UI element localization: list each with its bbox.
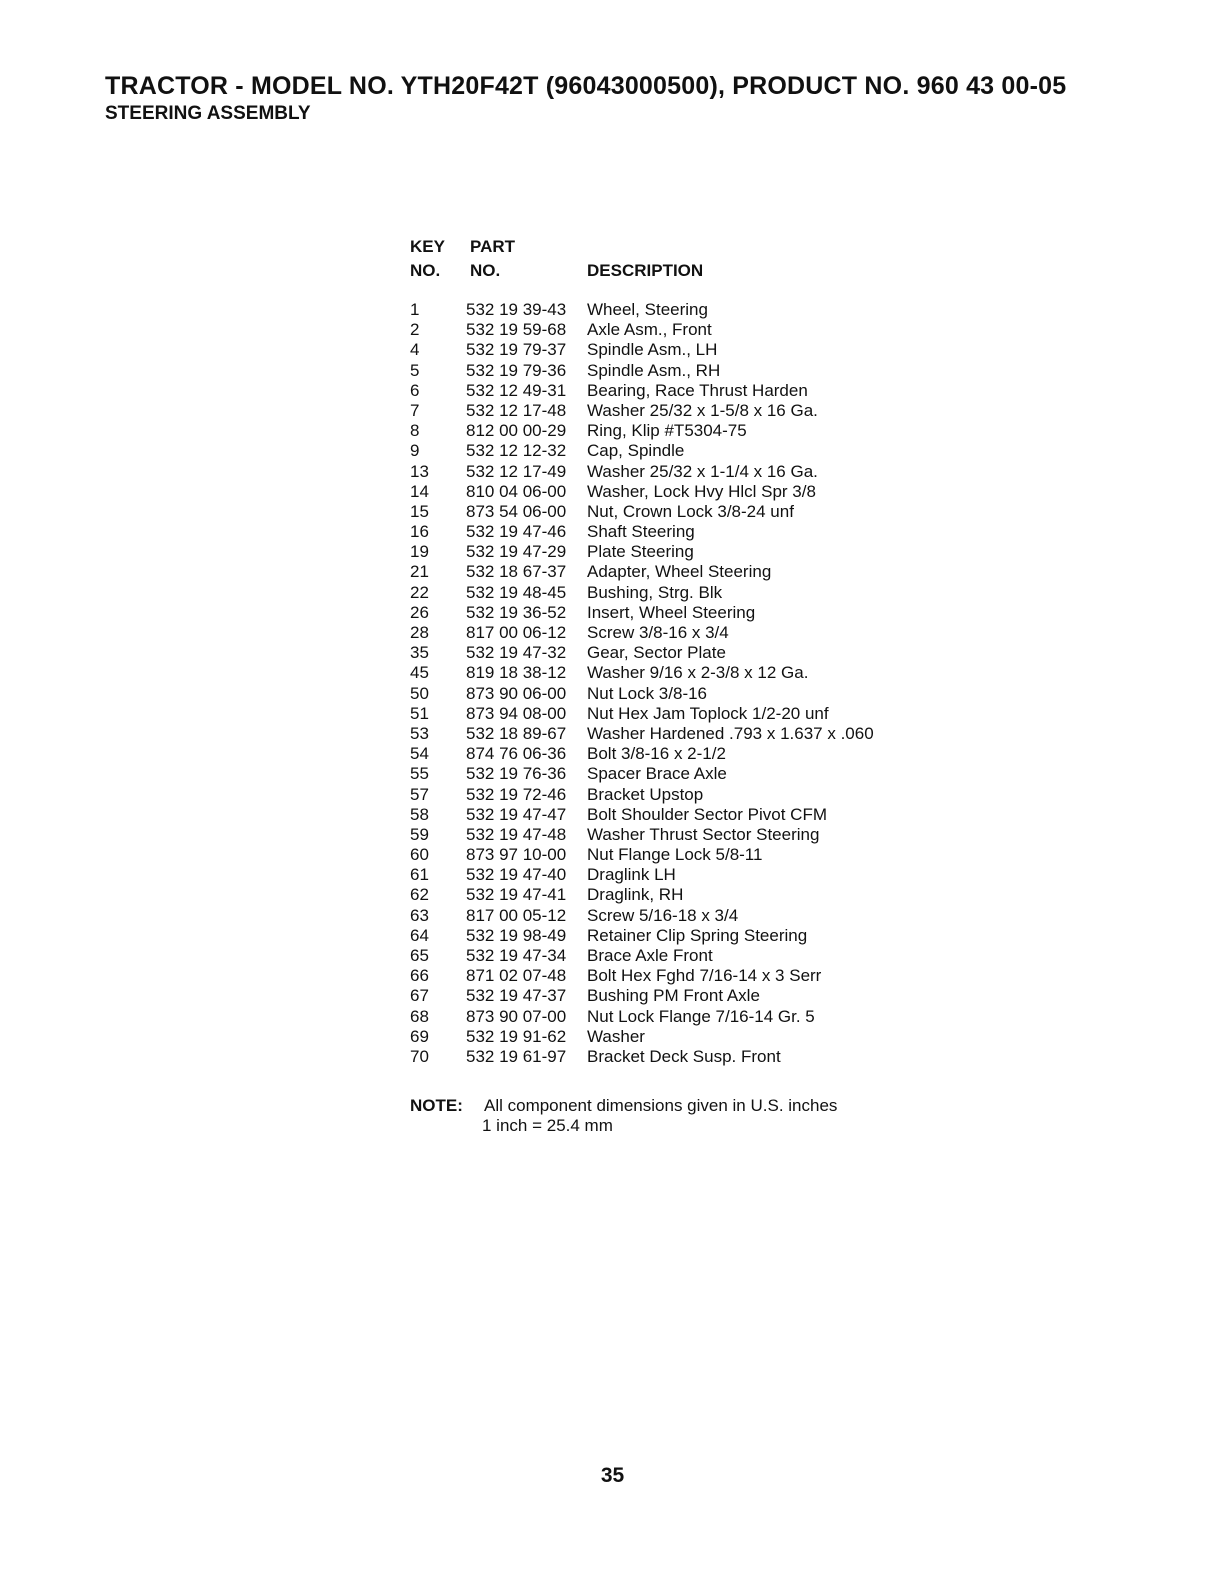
part-no-cell: 532 12 17-48 [466,400,567,420]
key-no-cell: 15 [410,501,429,521]
key-no-cell: 50 [410,683,429,703]
key-no-cell: 8 [410,421,420,441]
description-cell: Bolt Hex Fghd 7/16-14 x 3 Serr [587,966,822,986]
table-row [410,421,970,441]
part-no-cell: 532 19 61-97 [466,1046,567,1066]
table-row [410,865,970,885]
table-row [410,744,970,764]
key-no-cell: 45 [410,663,429,683]
part-no-cell: 532 19 36-52 [466,602,567,622]
description-cell: Bolt Shoulder Sector Pivot CFM [587,804,827,824]
description-cell: Ring, Klip #T5304-75 [587,421,747,441]
table-row [410,300,970,320]
table-row [410,966,970,986]
description-cell: Spindle Asm., RH [587,360,721,380]
table-row [410,542,970,562]
key-no-cell: 70 [410,1046,429,1066]
key-no-cell: 62 [410,885,429,905]
page-number: 35 [600,1464,625,1487]
table-row [410,845,970,865]
part-no-cell: 532 19 39-43 [466,300,567,319]
part-no-cell: 871 02 07-48 [466,966,567,986]
key-no-cell: 2 [410,320,420,340]
part-no-cell: 532 19 91-62 [466,1026,567,1046]
table-row [410,1027,970,1047]
section-subtitle: STEERING ASSEMBLY [105,103,311,124]
key-no-cell: 28 [410,623,429,642]
table-row [410,1007,970,1027]
part-no-cell: 532 19 72-46 [466,784,567,804]
table-row [410,603,970,623]
description-cell: Retainer Clip Spring Steering [587,925,808,945]
note-text-line2: 1 inch = 25.4 mm [482,1116,613,1135]
part-no-cell: 817 00 06-12 [466,623,567,642]
key-no-cell: 26 [410,602,429,622]
key-no-cell: 6 [410,380,420,400]
description-cell: Brace Axle Front [587,946,713,965]
part-no-cell: 532 19 47-32 [466,643,567,663]
description-cell: Screw 3/8-16 x 3/4 [587,623,729,642]
table-row [410,906,970,926]
table-row [410,704,970,724]
part-no-cell: 873 94 08-00 [466,703,567,723]
key-no-cell: 9 [410,441,420,461]
description-cell: Washer 25/32 x 1-1/4 x 16 Ga. [587,461,818,481]
key-no-cell: 16 [410,522,429,542]
part-no-cell: 532 18 89-67 [466,723,567,743]
table-row [410,462,970,482]
key-no-cell: 67 [410,986,429,1006]
description-cell: Spacer Brace Axle [587,764,727,784]
key-no-cell: 58 [410,804,429,824]
key-no-cell: 69 [410,1026,429,1046]
parts-table-body [410,300,970,1067]
table-row [410,441,970,461]
part-no-cell: 817 00 05-12 [466,905,567,925]
description-cell: Wheel, Steering [587,300,708,319]
part-no-cell: 873 90 07-00 [466,1006,567,1026]
table-row [410,522,970,542]
table-row [410,764,970,784]
description-cell: Washer 9/16 x 2-3/8 x 12 Ga. [587,663,809,683]
description-cell: Nut, Crown Lock 3/8-24 unf [587,501,794,521]
table-row [410,885,970,905]
part-no-cell: 532 19 98-49 [466,925,567,945]
description-cell: Bearing, Race Thrust Harden [587,380,808,400]
part-no-cell: 532 19 47-40 [466,865,567,885]
description-cell: Cap, Spindle [587,441,685,461]
key-no-cell: 14 [410,481,429,501]
key-no-cell: 5 [410,360,420,380]
part-no-cell: 532 19 48-45 [466,582,567,602]
description-cell: Nut Flange Lock 5/8-11 [587,845,763,865]
table-row [410,724,970,744]
table-row [410,502,970,522]
key-no-cell: 22 [410,582,429,602]
part-no-header-line1: PART [470,237,516,256]
description-cell: Nut Lock 3/8-16 [587,683,708,703]
table-row [410,482,970,502]
table-row [410,340,970,360]
part-no-cell: 532 19 47-29 [466,542,567,562]
key-no-cell: 54 [410,744,429,764]
key-no-cell: 53 [410,723,429,743]
description-cell: Bracket Deck Susp. Front [587,1046,781,1066]
description-cell: Spindle Asm., LH [587,340,718,360]
table-row [410,946,970,966]
page-title: TRACTOR - MODEL NO. YTH20F42T (96043000500), PRODUCT NO. 960 43 00-05 [105,72,1067,100]
description-cell: Screw 5/16-18 x 3/4 [587,905,739,925]
key-no-cell: 1 [410,300,420,319]
description-cell: Bushing, Strg. Blk [587,582,723,602]
table-row [410,805,970,825]
table-row [410,643,970,663]
part-no-cell: 810 04 06-00 [466,481,567,501]
key-no-cell: 4 [410,340,420,360]
table-row [410,1047,970,1067]
part-no-cell: 532 18 67-37 [466,562,567,582]
note-label: NOTE: [410,1096,463,1115]
note-text-line1: All component dimensions given in U.S. inches [484,1096,838,1115]
key-no-cell: 21 [410,562,429,582]
key-no-header-line2: NO. [410,261,441,280]
part-no-cell: 532 19 79-36 [466,360,567,380]
parts-table [410,237,970,1067]
part-no-cell: 532 12 12-32 [466,441,567,461]
key-no-cell: 55 [410,764,429,784]
description-cell: Washer [587,1026,645,1046]
description-cell: Insert, Wheel Steering [587,602,756,622]
description-header: DESCRIPTION [587,261,704,280]
key-no-cell: 57 [410,784,429,804]
key-no-cell: 59 [410,824,429,844]
description-cell: Gear, Sector Plate [587,643,726,663]
part-no-cell: 532 19 47-46 [466,522,567,542]
description-cell: Washer Thrust Sector Steering [587,824,820,844]
part-no-cell: 812 00 00-29 [466,421,567,441]
key-no-cell: 66 [410,966,429,986]
key-no-cell: 60 [410,845,429,865]
part-no-cell: 532 19 47-37 [466,986,567,1006]
key-no-cell: 68 [410,1006,429,1026]
part-no-cell: 532 12 49-31 [466,380,567,400]
description-cell: Bushing PM Front Axle [587,986,760,1006]
table-row [410,663,970,683]
key-no-cell: 13 [410,461,429,481]
part-no-cell: 874 76 06-36 [466,744,567,764]
description-cell: Nut Lock Flange 7/16-14 Gr. 5 [587,1006,815,1026]
description-cell: Adapter, Wheel Steering [587,562,772,582]
description-cell: Bracket Upstop [587,784,704,804]
table-row [410,926,970,946]
parts-table-header [410,237,970,287]
part-no-cell: 532 19 76-36 [466,764,567,784]
table-row [410,785,970,805]
part-no-cell: 873 90 06-00 [466,683,567,703]
description-cell: Plate Steering [587,542,694,562]
key-no-cell: 63 [410,905,429,925]
key-no-cell: 19 [410,542,429,562]
key-no-cell: 7 [410,400,420,420]
description-cell: Washer Hardened .793 x 1.637 x .060 [587,723,874,743]
table-row [410,562,970,582]
part-no-cell: 532 19 47-41 [466,885,567,905]
table-row [410,583,970,603]
table-row [410,986,970,1006]
description-cell: Nut Hex Jam Toplock 1/2-20 unf [587,703,829,723]
description-cell: Draglink LH [587,865,676,885]
description-cell: Bolt 3/8-16 x 2-1/2 [587,744,726,764]
key-no-cell: 65 [410,946,429,965]
part-no-cell: 819 18 38-12 [466,663,567,683]
description-cell: Axle Asm., Front [587,320,712,340]
table-row [410,401,970,421]
part-no-header-line2: NO. [470,261,501,280]
key-no-cell: 64 [410,925,429,945]
table-row [410,623,970,643]
table-row [410,320,970,340]
part-no-cell: 532 12 17-49 [466,461,567,481]
table-row [410,825,970,845]
table-row [410,381,970,401]
key-no-header-line1: KEY [410,237,445,256]
part-no-cell: 532 19 47-48 [466,824,567,844]
part-no-cell: 873 54 06-00 [466,501,567,521]
part-no-cell: 532 19 47-47 [466,804,567,824]
description-cell: Shaft Steering [587,522,695,542]
key-no-cell: 51 [410,703,429,723]
key-no-cell: 35 [410,643,429,663]
table-row [410,684,970,704]
part-no-cell: 873 97 10-00 [466,845,567,865]
description-cell: Washer 25/32 x 1-5/8 x 16 Ga. [587,400,818,420]
part-no-cell: 532 19 47-34 [466,946,567,965]
part-no-cell: 532 19 79-37 [466,340,567,360]
key-no-cell: 61 [410,865,429,885]
part-no-cell: 532 19 59-68 [466,320,567,340]
description-cell: Draglink, RH [587,885,684,905]
table-row [410,361,970,381]
description-cell: Washer, Lock Hvy Hlcl Spr 3/8 [587,481,816,501]
